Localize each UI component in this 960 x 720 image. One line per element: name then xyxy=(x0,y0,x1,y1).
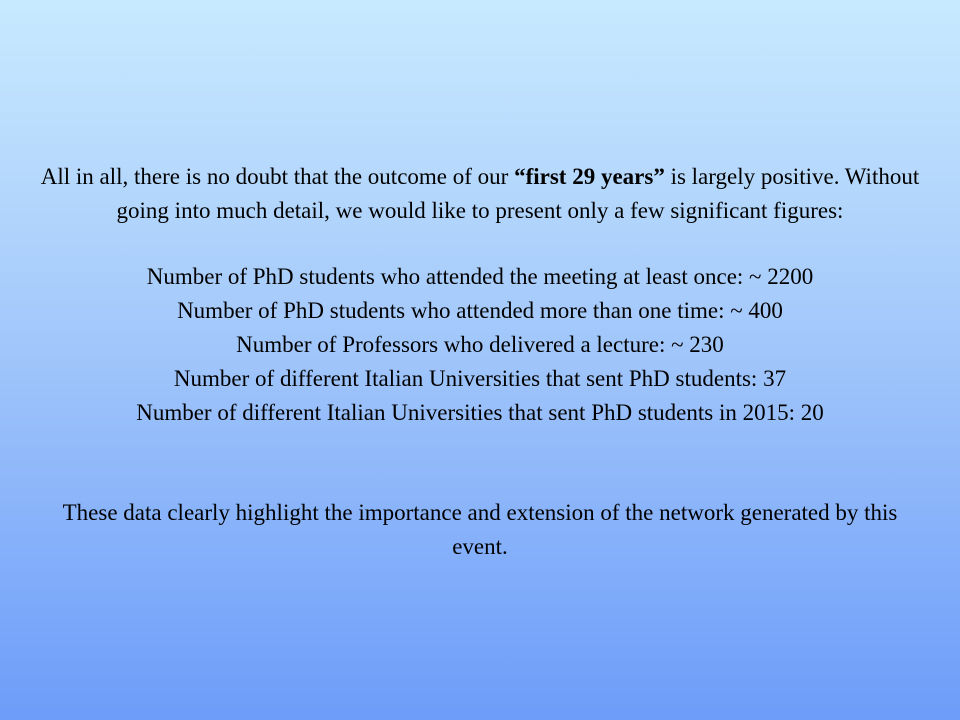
intro-highlight: “first 29 years” xyxy=(514,164,665,189)
figure-item-professors-lectures: Number of Professors who delivered a lecture: ~ 230 xyxy=(236,332,724,357)
slide-body xyxy=(40,160,920,564)
figures-list xyxy=(40,260,920,430)
figure-item-phd-attended-once: Number of PhD students who attended the meeting at least once: ~ 2200 xyxy=(146,264,814,289)
figure-item-phd-attended-more: Number of PhD students who attended more than one time: ~ 400 xyxy=(177,298,783,323)
intro-paragraph xyxy=(40,160,920,228)
conclusion-paragraph: These data clearly highlight the importance and extension of the network generated by this event. xyxy=(62,500,898,559)
intro-text-part1: All in all, there is no doubt that the outcome of our xyxy=(40,164,515,189)
figure-item-universities-total: Number of different Italian Universities that sent PhD students: 37 xyxy=(173,366,787,391)
figure-item-universities-2015: Number of different Italian Universities that sent PhD students in 2015: 20 xyxy=(136,400,824,425)
intro-text-part2: is largely positive. Without going into much detail, we would like to present only a few significant figures: xyxy=(116,164,920,223)
